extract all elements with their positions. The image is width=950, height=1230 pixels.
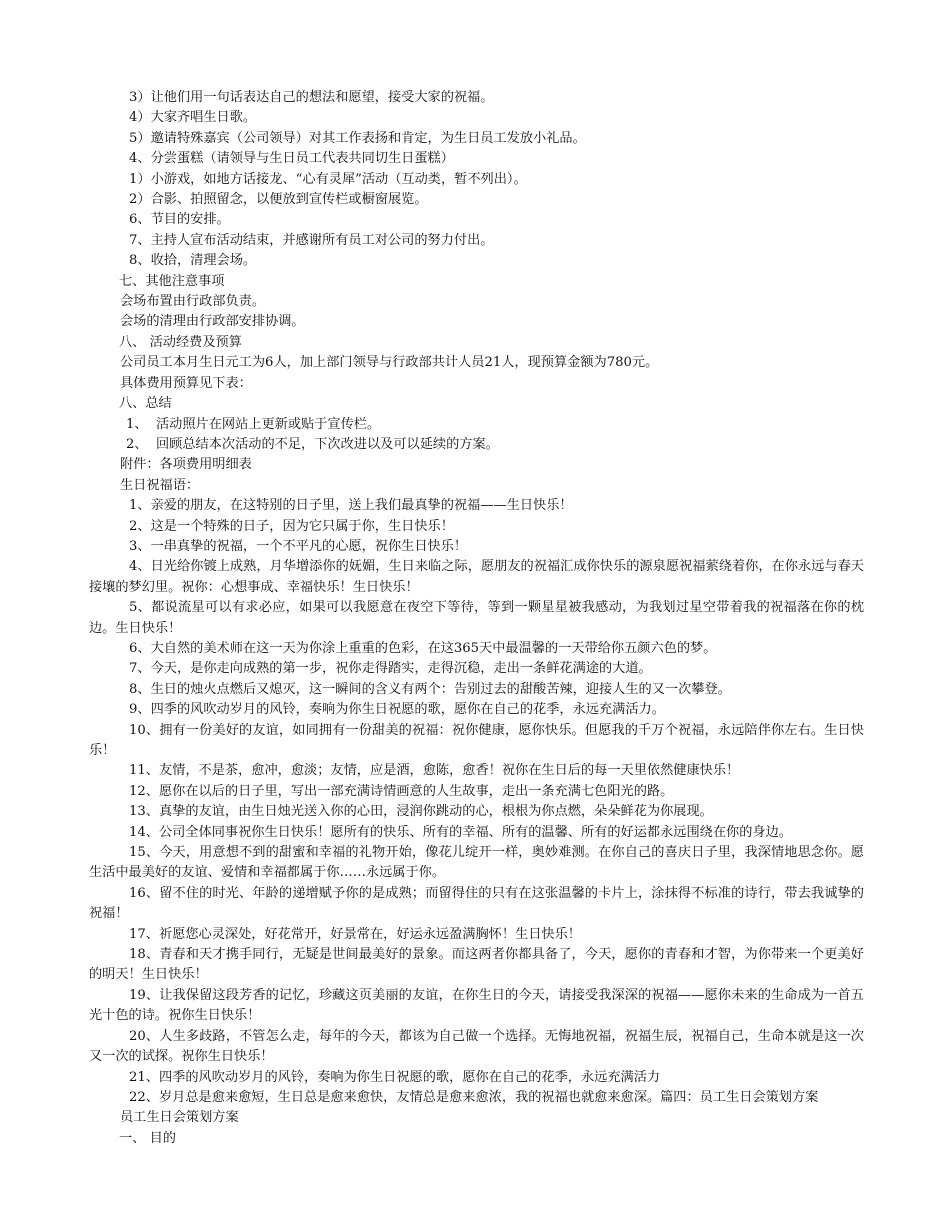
wish-item: 15、今天，用意想不到的甜蜜和幸福的礼物开始，像花儿绽开一样，奥妙难测。在你自己的喜庆日子里，我深情地思念你。愿生活中最美好的友谊、爱情和幸福都属于你……永远属于你。 <box>89 845 864 881</box>
text-line: 会场布置由行政部负责。 <box>120 294 266 310</box>
text-line: 7、主持人宣布活动结束，并感谢所有员工对公司的努力付出。 <box>129 232 494 248</box>
section-heading: 八、总结 <box>119 396 172 412</box>
document-body <box>89 88 864 1149</box>
wish-item: 4、日光给你镀上成熟，月华增添你的妩媚，生日来临之际，愿朋友的祝福汇成你快乐的源泉愿祝福萦绕着你，在你永远与春天接壤的梦幻里。祝你：心想事成、幸福快乐！生日快乐！ <box>89 559 864 595</box>
text-line: 8、收拾，清理会场。 <box>129 253 257 269</box>
text-line: 5）邀请特殊嘉宾（公司领导）对其工作表扬和肯定，为生日员工发放小礼品。 <box>129 130 586 146</box>
text-line: 会场的清理由行政部安排协调。 <box>120 314 305 330</box>
wish-item: 19、让我保留这段芳香的记忆，珍藏这页美丽的友谊，在你生日的今天，请接受我深深的祝福——愿你未来的生命成为一首五光十色的诗。祝你生日快乐！ <box>89 987 864 1024</box>
wish-item: 16、留不住的时光、年龄的递增赋予你的是成熟；而留得住的只有在这张温馨的卡片上，涂抹得不标准的诗行，带去我诚挚的祝福！ <box>89 885 864 922</box>
text-line: 1、 活动照片在网站上更新或贴于宣传栏。 <box>126 416 381 432</box>
wish-item: 9、四季的风吹动岁月的风铃，奏响为你生日祝愿的歌，愿你在自己的花季，永远充满活力。 <box>129 702 665 718</box>
text-line: 2、 回顾总结本次活动的不足，下次改进以及可以延续的方案。 <box>126 436 499 452</box>
text-line: 附件：各项费用明细表 <box>120 457 252 473</box>
text-line: 1）小游戏，如地方话接龙、“心有灵犀”活动（互动类，暂不列出）。 <box>129 171 527 187</box>
section-heading: 八、 活动经费及预算 <box>119 334 242 350</box>
wish-item: 14、公司全体同事祝你生日快乐！愿所有的快乐、所有的幸福、所有的温馨、所有的好运都永远围绕在你的身边。 <box>129 824 792 840</box>
section-heading: 七、其他注意事项 <box>119 273 225 289</box>
wish-item: 12、愿你在以后的日子里，写出一部充满诗情画意的人生故事，走出一条充满七色阳光的路。 <box>129 783 674 799</box>
text-line: 具体费用预算见下表： <box>120 375 252 391</box>
wish-item: 1、亲爱的朋友，在这特别的日子里，送上我们最真挚的祝福——生日快乐！ <box>129 498 573 514</box>
text-line: 生日祝福语： <box>120 477 200 493</box>
text-line: 4、分尝蛋糕（请领导与生日员工代表共同切生日蛋糕） <box>129 151 454 167</box>
wish-item: 13、真挚的友谊，由生日烛光送入你的心田，浸润你跳动的心，根根为你点燃，朵朵鲜花为你展现。 <box>129 804 713 820</box>
wish-item: 2、这是一个特殊的日子，因为它只属于你，生日快乐！ <box>129 518 454 534</box>
wish-item: 7、今天，是你走向成熟的第一步，祝你走得踏实，走得沉稳，走出一条鲜花满途的大道。 <box>129 661 652 677</box>
wish-item: 17、祈愿您心灵深处，好花常开，好景常在，好运永远盈满胸怀！生日快乐！ <box>129 926 581 942</box>
text-line: 公司员工本月生日元工为6人，加上部门领导与行政部共计人员21人，现预算金额为780元。 <box>120 355 659 371</box>
wish-item: 22、岁月总是愈来愈短，生日总是愈来愈快，友情总是愈来愈浓，我的祝福也就愈来愈深。篇四：员工生日会策划方案 <box>129 1089 819 1105</box>
section-heading: 一、 目的 <box>119 1130 176 1146</box>
wish-item: 20、人生多歧路，不管怎么走，每年的今天，都该为自己做一个选择。无悔地祝福，祝福生辰，祝福自己，生命本就是这一次又一次的试探。祝你生日快乐！ <box>89 1028 864 1065</box>
wish-item: 8、生日的烛火点燃后又熄灭，这一瞬间的含义有两个：告别过去的甜酸苦辣，迎接人生的又一次攀登。 <box>129 681 731 697</box>
wish-item: 5、都说流星可以有求必应，如果可以我愿意在夜空下等待，等到一颗星星被我感动，为我划过星空带着我的祝福落在你的枕边。生日快乐！ <box>89 600 864 636</box>
text-line: 2）合影、拍照留念，以便放到宣传栏或橱窗展览。 <box>129 192 428 208</box>
text-line: 4）大家齐唱生日歌。 <box>129 110 257 126</box>
text-line: 6、节目的安排。 <box>129 212 230 228</box>
wish-item: 10、拥有一份美好的友谊，如同拥有一份甜美的祝福：祝你健康，愿你快乐。但愿我的千万个祝福，永远陪伴你左右。生日快乐！ <box>89 722 864 758</box>
wish-item: 18、青春和天才携手同行，无疑是世间最美好的景象。而这两者你都具备了，今天，愿你的青春和才智，为你带来一个更美好的明天！生日快乐！ <box>89 947 864 983</box>
wish-item: 3、一串真挚的祝福，一个不平凡的心愿，祝你生日快乐！ <box>129 538 468 554</box>
wish-item: 21、四季的风吹动岁月的风铃，奏响为你生日祝愿的歌，愿你在自己的花季，永远充满活力 <box>129 1069 661 1085</box>
text-line: 3）让他们用一句话表达自己的想法和愿望，接受大家的祝福。 <box>129 90 494 105</box>
section-title: 员工生日会策划方案 <box>120 1110 239 1126</box>
wish-item: 11、友情，不是茶，愈冲，愈淡；友情，应是酒，愈陈，愈香！祝你在生日后的每一天里依然健康快乐！ <box>129 763 740 779</box>
wish-item: 6、大自然的美术师在这一天为你涂上重重的色彩，在这365天中最温馨的一天带给你五颜六色的梦。 <box>129 640 717 656</box>
